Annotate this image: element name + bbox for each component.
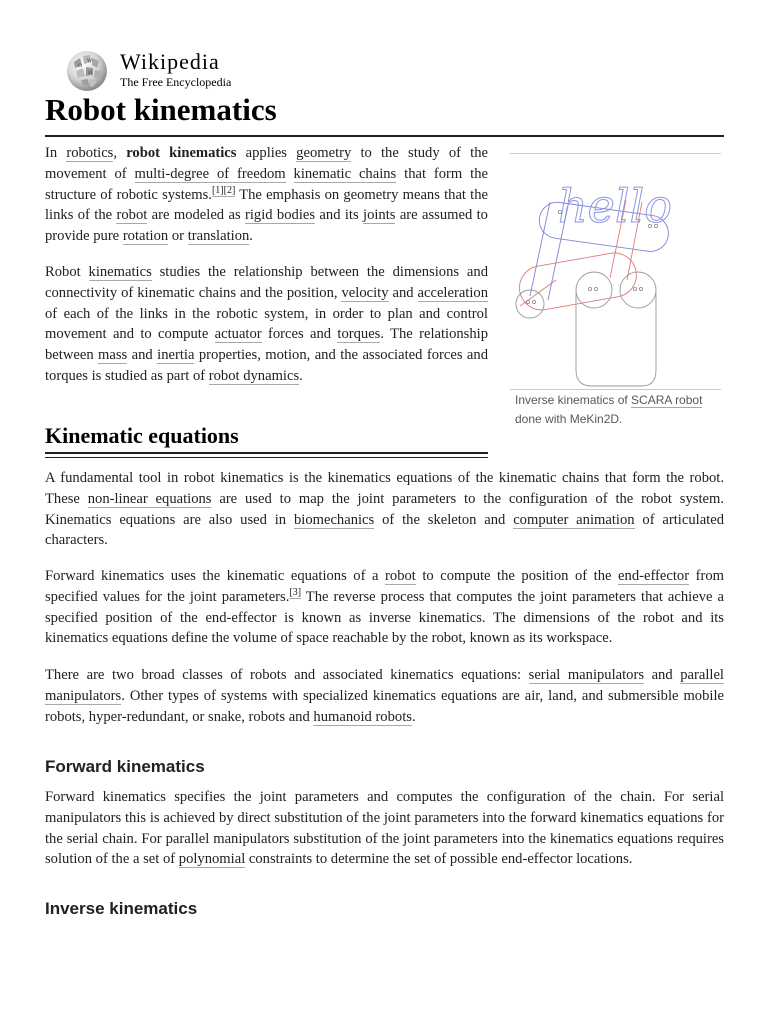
text: are modeled as — [147, 207, 245, 224]
kinematic-equations-paragraph-1 — [45, 468, 724, 551]
text: . The relationship between — [45, 326, 489, 364]
link-scara-robot[interactable]: SCARA robot — [631, 393, 703, 407]
text: constraints to determine the set of possible end-effector locations. — [245, 851, 633, 868]
section-divider-thick — [45, 452, 488, 454]
text: of the skeleton and — [374, 511, 514, 528]
text: and — [127, 347, 158, 364]
text: to the study of the movement of — [45, 145, 488, 182]
wikipedia-globe-icon — [62, 44, 112, 94]
section-heading-forward-kinematics: Forward kinematics — [45, 757, 205, 776]
link-polynomial[interactable]: polynomial — [178, 851, 246, 868]
lead-paragraph-2 — [45, 262, 488, 387]
link-end-effector[interactable]: end-effector — [618, 568, 690, 584]
link-robot-dynamics[interactable]: robot dynamics — [208, 367, 300, 384]
link-torques[interactable]: torques — [337, 326, 381, 343]
section-heading-kinematic-equations: Kinematic equations — [45, 423, 239, 448]
title-divider — [45, 135, 724, 137]
forward-kinematics-paragraph — [45, 787, 724, 870]
text: and — [644, 667, 681, 683]
text: There are two broad classes of robots and associated kinematics equations: — [45, 667, 529, 683]
section-heading-inverse-kinematics: Inverse kinematics — [45, 899, 198, 918]
text: done with MeKin2D. — [515, 412, 623, 426]
link-rotation[interactable]: rotation — [122, 228, 169, 245]
section-divider-thin — [45, 457, 488, 458]
kinematic-equations-paragraph-3 — [45, 665, 724, 727]
text: The emphasis on geometry means that the links of the — [45, 186, 488, 224]
text: . — [299, 367, 303, 384]
text: Forward kinematics specifies the joint parameters and computes the configuration of the chain. For serial manipulators this is achieved by direct substitution of the joint parameters into the forward kinematics equations for the serial chain. For parallel manipulators substitution of the joint parameters into the kinematics equations requires solution of the a set of — [45, 789, 724, 868]
link-non-linear-equations[interactable]: non-linear equations — [87, 490, 212, 507]
wikipedia-logo[interactable] — [62, 44, 231, 94]
text: Inverse kinematics of — [515, 393, 632, 407]
link-kinematic-chains[interactable]: kinematic chains — [293, 165, 397, 182]
link-inertia[interactable]: inertia — [157, 347, 195, 364]
text: A fundamental tool in robot kinematics is the kinematics equations of the kinematic chains that form the robot. These — [45, 470, 724, 507]
text: from specified values for the joint parameters. — [45, 568, 724, 605]
wikipedia-wordmark: Wikipedia — [120, 48, 220, 74]
text: that form the structure of robotic systems. — [45, 165, 488, 203]
link-computer-animation[interactable]: computer animation — [513, 511, 635, 528]
text: . Other types of systems with specialized kinematics equations are air, land, and submersible mobile robots, hyper-redundant, or snake, robots and — [45, 687, 724, 725]
text: applies — [236, 145, 297, 161]
text: forces and — [261, 326, 338, 343]
link-biomechanics[interactable]: biomechanics — [293, 511, 375, 528]
link-acceleration[interactable]: acceleration — [417, 284, 488, 301]
text: or — [168, 228, 188, 245]
link-parallel-manipulators[interactable]: parallel manipulators — [45, 667, 724, 704]
citation-2[interactable]: [2] — [223, 184, 236, 196]
link-velocity[interactable]: velocity — [341, 284, 389, 301]
page-title: Robot kinematics — [45, 92, 277, 127]
text: . — [411, 708, 416, 725]
scara-robot-diagram[interactable] — [510, 160, 722, 388]
link-kinematics[interactable]: kinematics — [88, 264, 152, 280]
text: and — [388, 284, 418, 301]
text: In — [45, 145, 67, 161]
link-robot-2[interactable]: robot — [385, 568, 416, 584]
text: are assumed to provide pure — [45, 207, 488, 245]
citation-3[interactable]: [3] — [289, 586, 302, 598]
link-multi-degree-of-freedom[interactable]: multi-degree of freedom — [134, 165, 286, 182]
handwriting-trace: hello — [558, 179, 672, 233]
text: to compute the position of the — [415, 568, 619, 584]
figure-caption-divider — [510, 389, 721, 390]
text: are used to map the joint parameters to the configuration of the robot system. Kinematics equations are also used in — [45, 490, 724, 528]
link-rigid-bodies[interactable]: rigid bodies — [245, 207, 316, 224]
text: of articulated characters. — [45, 511, 724, 549]
figure-caption — [515, 391, 720, 429]
link-geometry[interactable]: geometry — [296, 145, 352, 161]
link-serial-manipulators[interactable]: serial manipulators — [528, 667, 645, 683]
link-mass[interactable]: mass — [98, 347, 128, 364]
text: . — [249, 228, 253, 245]
text: Robot — [45, 264, 89, 280]
text: , — [113, 145, 127, 161]
link-translation[interactable]: translation — [187, 228, 250, 245]
svg-text:Ω: Ω — [78, 63, 83, 69]
wikipedia-tagline: The Free Encyclopedia — [120, 74, 232, 89]
citation-1[interactable]: [1] — [211, 184, 224, 196]
text — [286, 166, 294, 182]
link-robot[interactable]: robot — [116, 207, 148, 224]
figure-top-border — [510, 153, 721, 154]
svg-text:И: И — [88, 70, 93, 76]
kinematic-equations-paragraph-2 — [45, 566, 724, 649]
text: The reverse process that computes the joint parameters that achieve a specified position of the end-effector is known as inverse kinematics. The dimensions of the robot and its kinematics equations define the volume of space reachable by the robot, known as its workspace. — [45, 588, 724, 647]
link-actuator[interactable]: actuator — [214, 326, 262, 343]
svg-text:W: W — [87, 58, 93, 64]
lead-paragraph-1 — [45, 143, 488, 247]
bold-term: robot kinematics — [126, 145, 237, 161]
text: properties, motion, and the associated forces and torques is studied as part of — [45, 347, 488, 384]
text: of each of the links in the robotic system, in order to plan and control movement and to compute — [45, 305, 488, 343]
text: studies the relationship between the dimensions and connectivity of kinematic chains and the position, — [45, 264, 488, 301]
text: and its — [315, 207, 364, 224]
link-humanoid-robots[interactable]: humanoid robots — [313, 708, 412, 725]
link-robotics[interactable]: robotics — [66, 145, 114, 161]
text: Forward kinematics uses the kinematic equations of a — [45, 568, 386, 584]
link-joints[interactable]: joints — [363, 207, 396, 224]
